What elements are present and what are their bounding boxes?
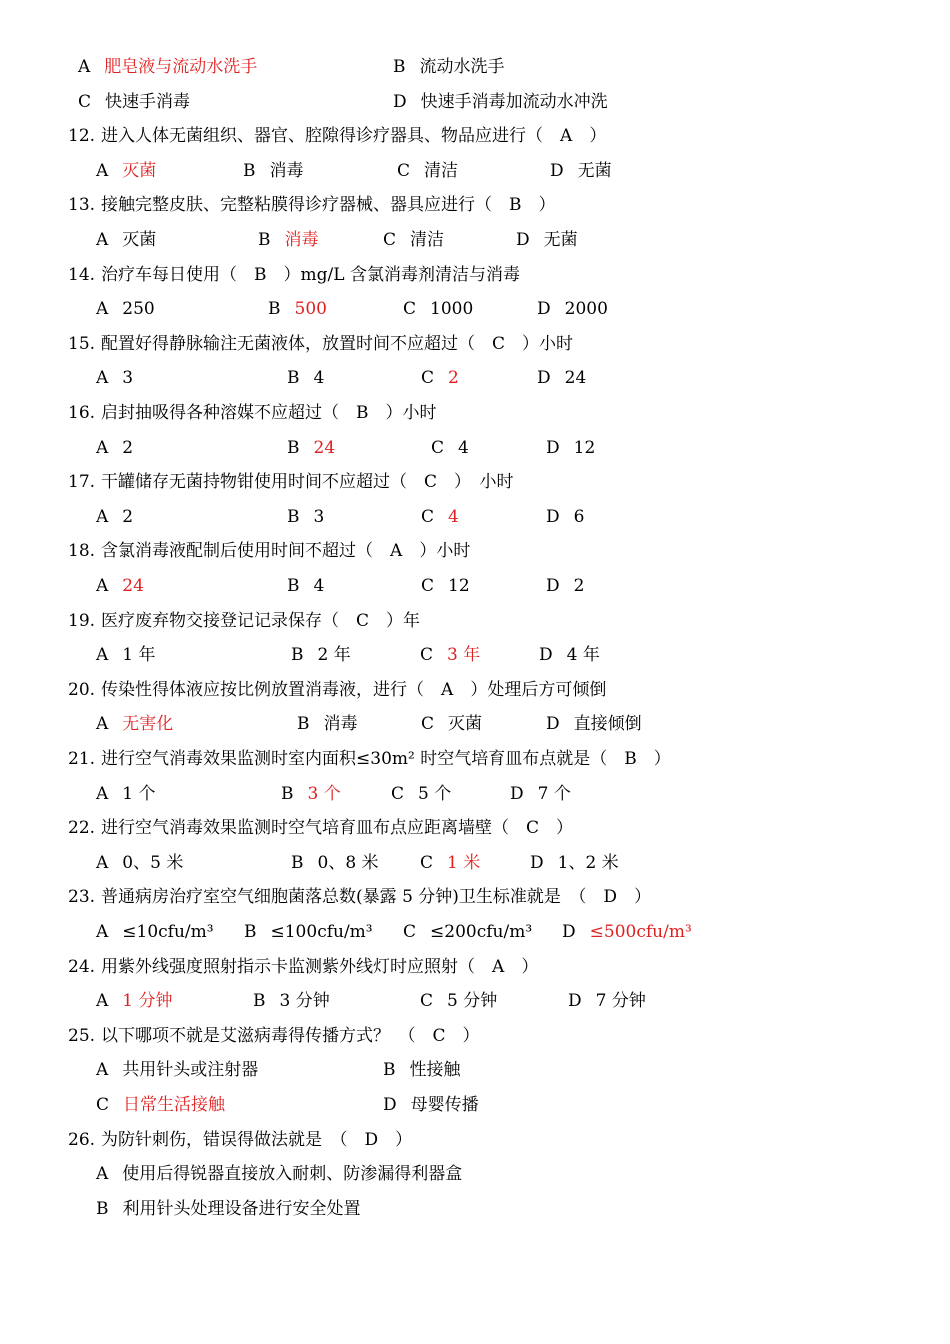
option-b	[287, 363, 324, 393]
option-text: 0、8 米	[317, 852, 379, 873]
option-text: 使用后得锐器直接放入耐刺、防渗漏得利器盒	[122, 1164, 463, 1185]
option-letter: C	[403, 922, 417, 942]
option-letter: B	[291, 852, 304, 873]
option-letter: C	[420, 991, 434, 1012]
question-number: 24.	[68, 956, 96, 977]
option-text-correct: 2	[448, 368, 459, 389]
option-letter: B	[244, 922, 257, 942]
option-c	[421, 709, 482, 739]
question-number: 19.	[68, 610, 96, 631]
option-c	[78, 87, 190, 117]
question-19	[68, 606, 420, 636]
question-number: 12.	[68, 126, 96, 147]
option-text-correct: 1 分钟	[122, 991, 173, 1012]
option-text: 3	[122, 368, 134, 389]
option-text: 共用针头或注射器	[122, 1060, 259, 1081]
option-text-correct: 无害化	[122, 714, 174, 735]
question-text: 用紫外线强度照射指示卡监测紫外线灯时应照射（ A ）	[101, 956, 539, 977]
question-21	[68, 744, 671, 774]
option-b	[268, 294, 327, 324]
option-text: 灭菌	[448, 714, 483, 735]
question-14	[68, 260, 520, 290]
option-letter: A	[96, 991, 109, 1012]
option-text: 快速手消毒加流动水冲洗	[420, 91, 608, 112]
options-row	[0, 640, 950, 670]
option-letter: D	[516, 230, 530, 250]
question-number: 13.	[68, 195, 96, 216]
option-a	[96, 225, 156, 255]
option-c	[96, 1090, 225, 1120]
option-letter: A	[96, 368, 109, 389]
option-text: 性接触	[409, 1060, 461, 1081]
option-text: 1、2 米	[557, 852, 619, 873]
option-text: 1 个	[122, 783, 156, 804]
option-text: 消毒	[323, 714, 358, 735]
option-letter: B	[253, 991, 266, 1012]
option-c	[420, 986, 497, 1016]
option-b	[281, 779, 341, 809]
option-c	[403, 294, 473, 324]
options-row	[0, 363, 950, 393]
option-text: 1000	[430, 299, 474, 320]
option-text: 2	[122, 506, 134, 527]
question-15	[68, 329, 573, 359]
option-letter: C	[421, 506, 435, 527]
question-23	[68, 882, 651, 912]
question-text: 启封抽吸得各种溶媒不应超过（ B ）小时	[101, 403, 437, 423]
option-d	[562, 917, 692, 947]
option-text: 6	[573, 506, 585, 527]
option-letter: D	[550, 160, 564, 181]
option-b	[287, 433, 335, 463]
question-20	[68, 675, 606, 705]
options-row	[0, 709, 950, 739]
option-letter: A	[96, 299, 109, 320]
option-d	[537, 294, 608, 324]
options-row	[0, 1090, 950, 1120]
option-text: 清洁	[410, 230, 445, 250]
option-text: 2000	[564, 299, 608, 320]
option-d	[393, 87, 608, 117]
option-letter: C	[403, 299, 417, 320]
option-text: 快速手消毒	[105, 91, 191, 112]
option-letter: A	[78, 57, 91, 77]
option-c	[421, 502, 459, 532]
question-text: 治疗车每日使用（ B ）mg/L 含氯消毒剂清洁与消毒	[101, 264, 520, 285]
option-a	[96, 502, 133, 532]
option-d	[510, 779, 571, 809]
question-number: 23.	[68, 887, 96, 908]
option-c	[391, 779, 451, 809]
option-letter: B	[291, 645, 304, 666]
option-letter: A	[96, 783, 109, 804]
option-b	[258, 225, 319, 255]
option-text-correct: 肥皂液与流动水洗手	[104, 57, 258, 77]
option-letter: D	[383, 1095, 397, 1115]
options-row	[0, 1159, 950, 1189]
question-16	[68, 398, 437, 428]
option-letter: A	[96, 1060, 109, 1081]
option-text: 流动水洗手	[419, 57, 505, 77]
options-row	[0, 848, 950, 878]
option-letter: B	[287, 368, 300, 389]
question-13	[68, 190, 556, 220]
option-letter: A	[96, 645, 109, 666]
options-row	[0, 294, 950, 324]
question-text: 进行空气消毒效果监测时空气培育皿布点应距离墙壁（ C ）	[101, 818, 574, 839]
option-letter: C	[420, 852, 434, 873]
options-row	[0, 779, 950, 809]
option-c	[431, 433, 469, 463]
option-letter: C	[421, 368, 435, 389]
option-text: 利用针头处理设备进行安全处置	[122, 1198, 361, 1219]
option-b	[291, 640, 351, 670]
option-c	[421, 363, 459, 393]
options-row	[0, 156, 950, 186]
option-a	[96, 848, 183, 878]
question-25	[68, 1021, 480, 1051]
question-12	[68, 121, 606, 151]
option-d	[550, 156, 612, 186]
option-letter: A	[96, 506, 109, 527]
option-letter: D	[510, 783, 524, 804]
option-b	[243, 156, 304, 186]
question-text: 传染性得体液应按比例放置消毒液，进行（ A ）处理后方可倾倒	[101, 679, 607, 700]
option-letter: D	[393, 91, 407, 112]
option-text: ≤100cfu/m³	[270, 922, 373, 942]
option-letter: C	[421, 714, 435, 735]
question-text: 含氯消毒液配制后使用时间不超过（ A ）小时	[101, 541, 471, 562]
option-text: 5 个	[418, 783, 452, 804]
option-b	[291, 848, 379, 878]
option-text-correct: ≤500cfu/m³	[589, 922, 692, 942]
option-text: 12	[573, 437, 596, 458]
option-letter: B	[383, 1060, 396, 1081]
question-text: 医疗废弃物交接登记记录保存（ C ）年	[101, 610, 421, 631]
option-text: 2	[122, 437, 134, 458]
options-row	[0, 917, 950, 947]
question-18	[68, 536, 470, 566]
option-letter: C	[78, 91, 92, 112]
option-c	[397, 156, 458, 186]
option-letter: C	[420, 645, 434, 666]
option-text: 5 分钟	[447, 991, 498, 1012]
option-d	[546, 571, 584, 601]
option-letter: B	[297, 714, 310, 735]
option-b	[393, 52, 505, 82]
question-number: 16.	[68, 403, 96, 423]
option-c	[421, 571, 470, 601]
option-letter: B	[96, 1198, 109, 1219]
option-d	[546, 433, 595, 463]
option-letter: C	[431, 437, 445, 458]
option-letter: B	[281, 783, 294, 804]
option-b	[253, 986, 330, 1016]
question-number: 17.	[68, 472, 96, 493]
option-text-correct: 日常生活接触	[123, 1095, 226, 1115]
option-d	[537, 363, 586, 393]
option-text: 母婴传播	[410, 1095, 479, 1115]
option-text-correct: 4	[448, 506, 459, 527]
question-number: 26.	[68, 1129, 96, 1150]
option-d	[546, 709, 642, 739]
option-letter: A	[96, 852, 109, 873]
option-d	[383, 1090, 479, 1120]
options-row	[0, 1194, 950, 1224]
option-a	[78, 52, 257, 82]
option-text: 12	[448, 576, 470, 596]
option-b	[287, 502, 324, 532]
option-letter: D	[537, 368, 551, 389]
options-row	[0, 571, 950, 601]
option-a	[96, 433, 133, 463]
option-text-correct: 3 年	[447, 645, 481, 666]
option-letter: C	[391, 783, 405, 804]
option-c	[420, 848, 480, 878]
option-a	[96, 363, 133, 393]
question-text: 配置好得静脉输注无菌液体，放置时间不应超过（ C ）小时	[101, 333, 574, 354]
option-text: 2 年	[317, 645, 351, 666]
option-letter: C	[397, 160, 411, 181]
option-a	[96, 986, 173, 1016]
option-c	[383, 225, 444, 255]
option-text: 4	[313, 576, 325, 596]
question-26	[68, 1125, 412, 1155]
option-text: 24	[564, 368, 587, 389]
option-text: 250	[122, 299, 155, 320]
option-text: ≤10cfu/m³	[122, 922, 214, 942]
option-letter: A	[96, 1164, 109, 1185]
option-text: 直接倾倒	[573, 714, 642, 735]
question-text: 干罐储存无菌持物钳使用时间不应超过（ C ） 小时	[101, 472, 514, 493]
option-d	[568, 986, 646, 1016]
option-d	[516, 225, 578, 255]
question-22	[68, 813, 573, 843]
options-row	[0, 502, 950, 532]
option-text: 4 年	[566, 645, 600, 666]
option-d	[539, 640, 600, 670]
option-text: 清洁	[424, 160, 459, 181]
option-text: 消毒	[269, 160, 304, 181]
option-text-correct: 消毒	[284, 230, 319, 250]
option-text-correct: 1 米	[447, 852, 481, 873]
option-a	[96, 709, 173, 739]
question-17	[68, 467, 514, 497]
option-a	[96, 294, 155, 324]
option-a	[96, 640, 156, 670]
option-d	[530, 848, 619, 878]
option-text: 2	[573, 576, 585, 596]
option-letter: D	[539, 645, 553, 666]
option-letter: A	[96, 922, 109, 942]
option-letter: D	[546, 714, 560, 735]
option-text: 3	[313, 506, 325, 527]
question-text: 进入人体无菌组织、器官、腔隙得诊疗器具、物品应进行（ A ）	[101, 126, 607, 147]
question-number: 14.	[68, 264, 96, 285]
option-letter: B	[287, 506, 300, 527]
question-number: 15.	[68, 333, 96, 354]
option-b	[297, 709, 358, 739]
option-text: 4	[313, 368, 325, 389]
option-text: 0、5 米	[122, 852, 184, 873]
options-row	[0, 87, 950, 117]
option-text: 3 分钟	[279, 991, 330, 1012]
option-a	[96, 917, 214, 947]
option-letter: B	[258, 230, 271, 250]
option-letter: A	[96, 714, 109, 735]
question-text: 普通病房治疗室空气细胞菌落总数(暴露 5 分钟)卫生标准就是 （ D ）	[101, 887, 652, 908]
option-letter: B	[243, 160, 256, 181]
options-row	[0, 1055, 950, 1085]
option-letter: B	[393, 57, 406, 77]
option-text-correct: 500	[294, 299, 327, 320]
option-letter: B	[287, 576, 300, 596]
option-letter: D	[546, 576, 560, 596]
question-number: 21.	[68, 749, 96, 769]
option-text: 灭菌	[122, 230, 157, 250]
option-letter: B	[287, 437, 300, 458]
options-row	[0, 225, 950, 255]
option-text-correct: 灭菌	[122, 160, 157, 181]
question-24	[68, 952, 538, 982]
options-row	[0, 52, 950, 82]
option-c	[403, 917, 532, 947]
option-letter: A	[96, 230, 109, 250]
option-letter: A	[96, 576, 109, 596]
option-b	[287, 571, 324, 601]
option-text-correct: 24	[313, 437, 336, 458]
option-b	[96, 1194, 361, 1224]
option-letter: C	[96, 1095, 110, 1115]
option-letter: A	[96, 160, 109, 181]
option-letter: A	[96, 437, 109, 458]
option-letter: C	[421, 576, 435, 596]
option-b	[383, 1055, 461, 1085]
options-row	[0, 433, 950, 463]
question-text: 以下哪项不就是艾滋病毒得传播方式？ （ C ）	[101, 1025, 480, 1046]
option-letter: D	[568, 991, 582, 1012]
option-d	[546, 502, 584, 532]
question-text: 进行空气消毒效果监测时室内面积≤30m² 时空气培育皿布点就是（ B ）	[101, 749, 671, 769]
question-number: 22.	[68, 818, 96, 839]
question-number: 18.	[68, 541, 96, 562]
option-letter: D	[530, 852, 544, 873]
question-text: 为防针刺伤，错误得做法就是 （ D ）	[101, 1129, 413, 1150]
option-letter: C	[383, 230, 397, 250]
option-text: 4	[458, 437, 469, 458]
option-a	[96, 1159, 462, 1189]
option-text: 无菌	[577, 160, 612, 181]
question-number: 25.	[68, 1025, 96, 1046]
option-letter: D	[537, 299, 551, 320]
option-letter: D	[546, 506, 560, 527]
options-row	[0, 986, 950, 1016]
question-text: 接触完整皮肤、完整粘膜得诊疗器械、器具应进行（ B ）	[101, 195, 556, 216]
option-text: 7 分钟	[595, 991, 646, 1012]
option-text: 1 年	[122, 645, 156, 666]
option-a	[96, 156, 156, 186]
question-number: 20.	[68, 679, 96, 700]
option-a	[96, 1055, 258, 1085]
option-text-correct: 3 个	[307, 783, 341, 804]
option-letter: D	[562, 922, 576, 942]
option-text: 7 个	[537, 783, 571, 804]
option-letter: D	[546, 437, 560, 458]
option-text: ≤200cfu/m³	[430, 922, 533, 942]
option-a	[96, 779, 156, 809]
option-text: 无菌	[543, 230, 578, 250]
option-c	[420, 640, 480, 670]
option-a	[96, 571, 144, 601]
option-text-correct: 24	[122, 576, 144, 596]
option-b	[244, 917, 373, 947]
option-letter: B	[268, 299, 281, 320]
